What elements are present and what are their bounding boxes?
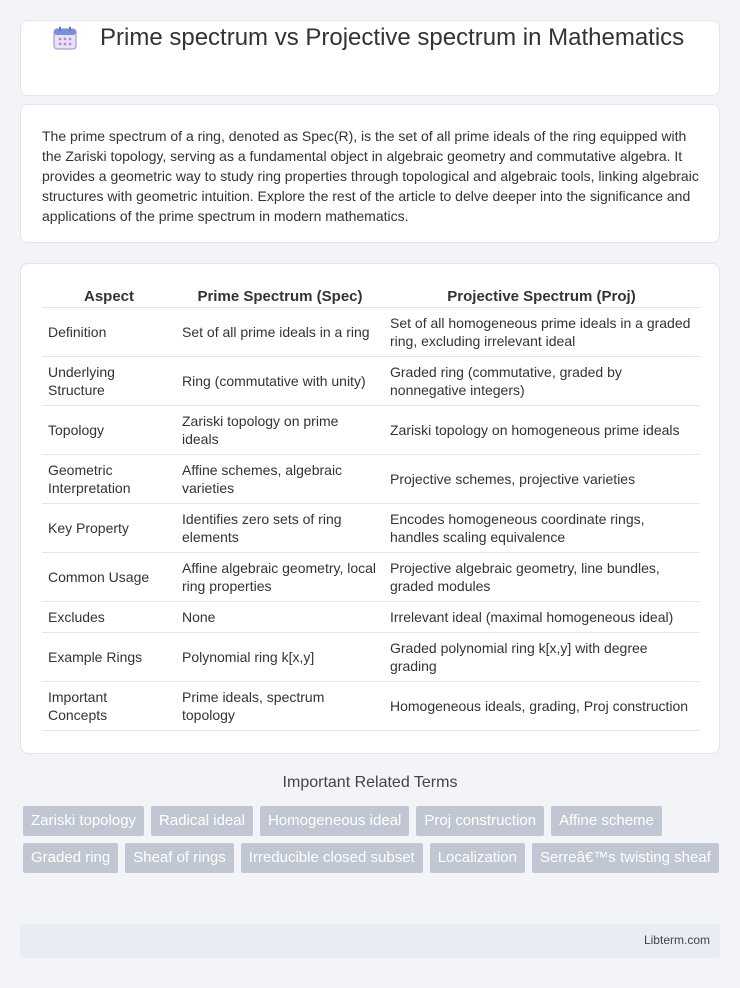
- cell-proj: Projective schemes, projective varieties: [384, 454, 699, 503]
- cell-proj: Projective algebraic geometry, line bundles, graded modules: [384, 552, 699, 601]
- cell-spec: Polynomial ring k[x,y]: [176, 632, 384, 681]
- table-row: [42, 601, 699, 632]
- related-terms-title: Important Related Terms: [282, 774, 458, 791]
- comparison-table: [42, 285, 699, 731]
- cell-proj: Graded ring (commutative, graded by nonnegative integers): [384, 356, 699, 405]
- related-term-tag[interactable]: Sheaf of rings: [125, 843, 234, 873]
- table-row: [42, 503, 699, 552]
- table-row: [42, 632, 699, 681]
- cell-aspect: Key Property: [42, 503, 176, 552]
- table-row: [42, 454, 699, 503]
- cell-aspect: Definition: [42, 307, 176, 356]
- related-term-tag[interactable]: Zariski topology: [23, 806, 144, 836]
- cell-spec: None: [176, 601, 384, 632]
- cell-proj: Graded polynomial ring k[x,y] with degree grading: [384, 632, 699, 681]
- cell-proj: Homogeneous ideals, grading, Proj construction: [384, 681, 699, 730]
- intro-card: [20, 104, 720, 243]
- header-prime-spectrum: Prime Spectrum (Spec): [176, 285, 384, 307]
- cell-proj: Encodes homogeneous coordinate rings, handles scaling equivalence: [384, 503, 699, 552]
- intro-paragraph: The prime spectrum of a ring, denoted as Spec(R), is the set of all prime ideals of the ring equipped with the Zariski topology, serving as a fundamental object in algebraic geometry and commutative algebra. It provides a geometric way to study ring properties through topological and algebraic tools, linking algebraic structures with geometric intuition. Explore the rest of the article to delve deeper into the significance and applications of the prime spectrum in modern mathematics.: [42, 128, 699, 224]
- cell-spec: Ring (commutative with unity): [176, 356, 384, 405]
- related-term-tag[interactable]: Serreâ€™s twisting sheaf: [532, 843, 719, 873]
- related-term-tag[interactable]: Irreducible closed subset: [241, 843, 423, 873]
- comparison-table-card: [20, 263, 720, 754]
- cell-spec: Zariski topology on prime ideals: [176, 405, 384, 454]
- related-term-tag[interactable]: Homogeneous ideal: [260, 806, 409, 836]
- cell-aspect: Excludes: [42, 601, 176, 632]
- related-terms-list: [23, 806, 723, 873]
- cell-aspect: Underlying Structure: [42, 356, 176, 405]
- related-term-tag[interactable]: Affine scheme: [551, 806, 662, 836]
- cell-proj: Irrelevant ideal (maximal homogeneous ideal): [384, 601, 699, 632]
- header-aspect: Aspect: [42, 285, 176, 307]
- cell-proj: Set of all homogeneous prime ideals in a graded ring, excluding irrelevant ideal: [384, 307, 699, 356]
- cell-spec: Set of all prime ideals in a ring: [176, 307, 384, 356]
- cell-spec: Identifies zero sets of ring elements: [176, 503, 384, 552]
- page-title: Prime spectrum vs Projective spectrum in Mathematics: [100, 24, 685, 51]
- footer: [20, 924, 720, 958]
- related-term-tag[interactable]: Radical ideal: [151, 806, 253, 836]
- cell-aspect: Geometric Interpretation: [42, 454, 176, 503]
- related-term-tag[interactable]: Localization: [430, 843, 525, 873]
- table-row: [42, 681, 699, 730]
- header-projective-spectrum: Projective Spectrum (Proj): [384, 285, 699, 307]
- cell-proj: Zariski topology on homogeneous prime ideals: [384, 405, 699, 454]
- cell-spec: Affine algebraic geometry, local ring properties: [176, 552, 384, 601]
- table-row: [42, 405, 699, 454]
- cell-aspect: Common Usage: [42, 552, 176, 601]
- footer-site-link[interactable]: Libterm.com: [643, 933, 710, 947]
- table-row: [42, 356, 699, 405]
- table-row: [42, 307, 699, 356]
- table-row: [42, 552, 699, 601]
- related-term-tag[interactable]: Proj construction: [416, 806, 544, 836]
- cell-aspect: Example Rings: [42, 632, 176, 681]
- calendar-icon: [52, 25, 78, 51]
- cell-spec: Prime ideals, spectrum topology: [176, 681, 384, 730]
- cell-spec: Affine schemes, algebraic varieties: [176, 454, 384, 503]
- cell-aspect: Topology: [42, 405, 176, 454]
- related-term-tag[interactable]: Graded ring: [23, 843, 118, 873]
- table-header-row: [42, 285, 699, 307]
- cell-aspect: Important Concepts: [42, 681, 176, 730]
